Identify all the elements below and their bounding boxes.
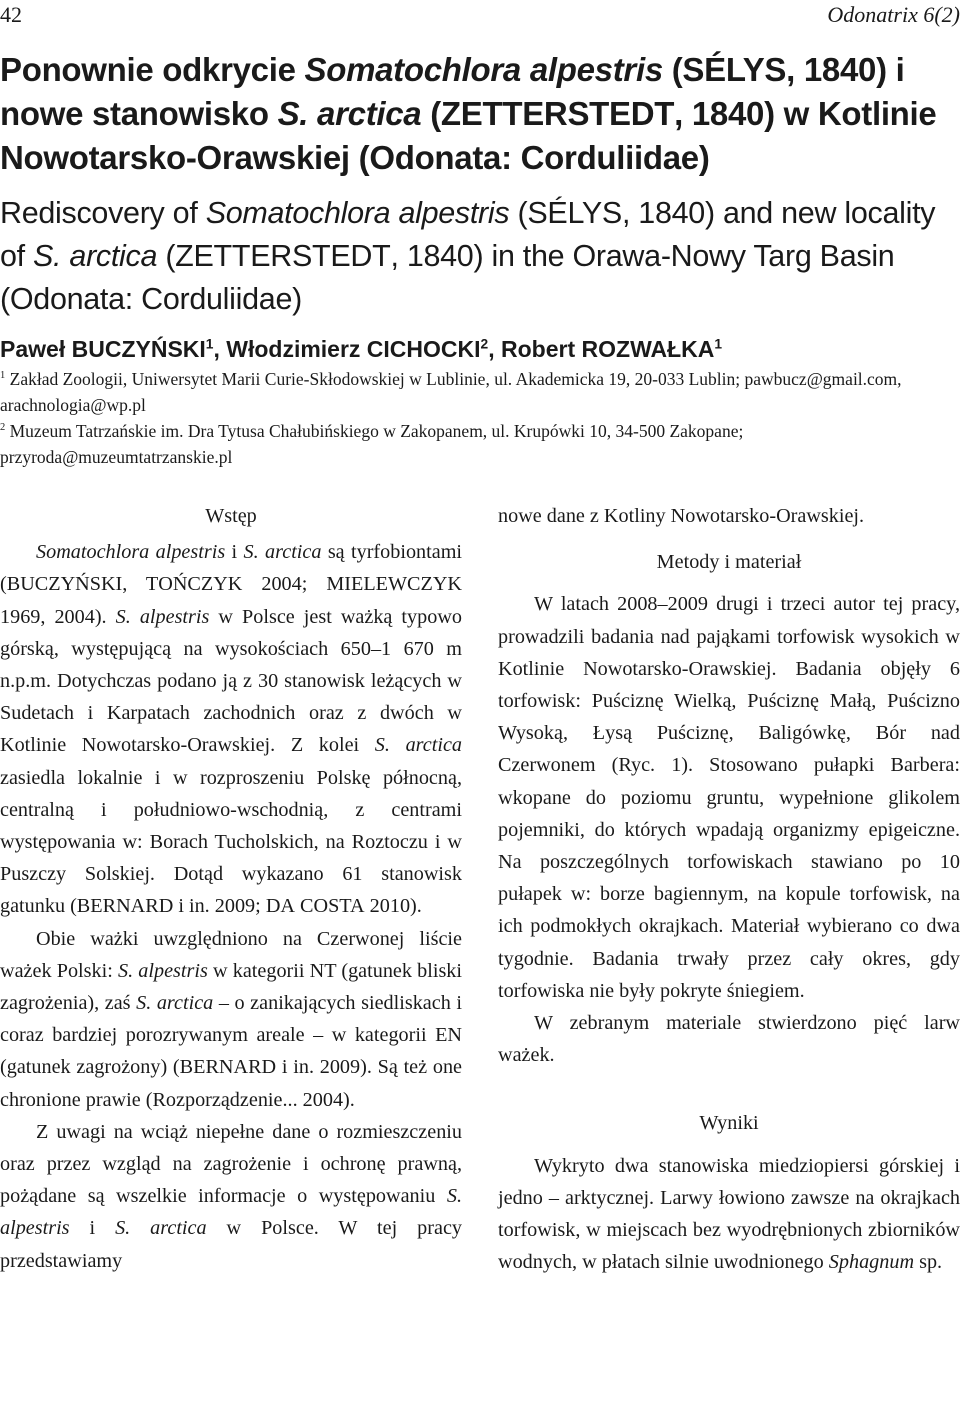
text-run: zasiedla lokalnie i w rozproszeniu Polskę północną, centralną i południowo-wschodnią, z centrami występowania w: Borach Tucholskich, na Roztoczu i w Puszczy Solskiej. Dotąd wykazano 61 stanowisk gatunku (B — [0, 766, 462, 918]
authors-line: Paweł BUCZYŃSKI$^1$, Włodzimierz CICHOCKI$^2$, Robert ROZWAŁKA$^1$ — [0, 336, 723, 362]
text-run: w Polsce jest ważką typowo górską, występującą na wysokościach 650–1 670 m n.p.m. Dotychczas podano ją z 30 stanowisk leżących w Sudetach i Karpatach zachodnich oraz z dwóch w Kotlinie Nowotarsko-Orawskiej. Z kolei — [0, 605, 462, 757]
author-smallcaps: OSTA — [313, 895, 365, 918]
text-run: C — [294, 895, 314, 918]
text-run: w Polsce. W tej pracy przedstawiamy — [0, 1217, 463, 1272]
affiliation-2: $^2$ Muzeum Tatrzańskie im. Dra Tytusa Chałubińskiego w Zakopanem, ul. Krupówki 10, 34-500 Zakopane; przyroda@muzeumtatrzanskie.pl — [0, 421, 744, 467]
paragraph-intro-3 — [0, 1116, 462, 1277]
species-name: S. arctica — [374, 734, 462, 757]
paragraph-intro-1 — [0, 536, 462, 922]
author-smallcaps: UCZYŃSKI — [20, 573, 123, 596]
species-name: S. alpestris — [115, 605, 210, 628]
title-english: Rediscovery of Somatochlora alpestris (SÉLYS, 1840) and new locality of S. arctica (ZETTERSTEDT, 1840) in the Orawa-Nowy Targ Basin (Odonata: Corduliidae) — [0, 196, 936, 316]
species-name: S. alpestris — [0, 1185, 462, 1240]
species-name: S. arctica — [136, 992, 214, 1015]
affiliation-1: $^1$ Zakład Zoologii, Uniwersytet Marii Curie-Skłodowskiej w Lublinie, ul. Akademicka 19, 20-033 Lublin; pawbucz@gmail.com, arachnologia@wp.pl — [0, 369, 902, 415]
paragraph-methods-2 — [498, 1007, 960, 1071]
author-smallcaps: OŃCZYK — [158, 573, 243, 596]
text-run: i — [225, 541, 244, 564]
text-run: Obie ważki uwzględniono na Czerwonej liście ważek Polski: — [0, 927, 462, 982]
species-name: Somatochlora alpestris — [36, 541, 226, 564]
journal-name: Odonatrix 6(2) — [827, 2, 960, 27]
text-run: , T — [122, 573, 159, 596]
text-run: 2004; M — [242, 573, 345, 596]
text-run: 1969, 2004). — [0, 605, 116, 628]
text-run: – o zanikających siedliskach i coraz bardziej porozrywanym areale – w kategorii EN (gatunek zagrożony) (B — [0, 992, 462, 1079]
author-smallcaps: IELEWCZYK — [344, 573, 463, 596]
paragraph-intro-2 — [0, 923, 462, 1116]
paragraph-continued — [498, 500, 960, 532]
author-smallcaps: ERNARD — [90, 895, 174, 918]
section-heading-intro: Wstęp — [205, 505, 257, 527]
title-polish: Ponownie odkrycie Somatochlora alpestris (SÉLYS, 1840) i nowe stanowisko S. arctica (ZETTERSTEDT, 1840) w Kotlinie Nowotarsko-Orawskiej (Odonata: Corduliidae) — [0, 51, 937, 176]
species-name: S. arctica — [115, 1217, 207, 1240]
text-run: W latach 2008–2009 drugi i trzeci autor tej pracy, prowadzili badania nad pająkami torfowisk wysokich w Kotlinie Nowotarsko-Orawskiej. Badania objęły 6 torfowisk: Puściznę Wielką, Puściznę Małą, Puścizno Wysoką, Łysą Puściznę, Baligówkę, Bór nad Czerwonem (Ryc. 1). Stosowano pułapki Barbera: wkopane do poziomu gruntu, wypełnione glikolem pojemniki, do których wpadają organizmy epigeiczne. Na poszczególnych torfowiskach stawiano po 10 pułapek w: borze bagiennym, na kopule torfowisk, na ich podmokłych okrajkach. Materiał wybierano co dwa tygodnie. Badania trwały przez cały okres, gdy torfowiska nie były pokryte śniegiem. — [498, 593, 960, 1002]
author-smallcaps: ERNARD — [193, 1056, 277, 1079]
species-name: S. arctica — [243, 541, 322, 564]
author-smallcaps: DA — [265, 895, 295, 918]
text-run: 2010). — [364, 895, 422, 918]
text-run: Z uwagi na wciąż niepełne dane o rozmieszczeniu oraz przez wzgląd na zagrożenie i ochronę prawną, pożądane są wszelkie informacje o występowaniu — [0, 1120, 462, 1208]
species-name: Sphagnum — [828, 1251, 915, 1274]
section-heading-results: Wyniki — [699, 1112, 759, 1135]
page-number: 42 — [0, 2, 22, 27]
page-header — [0, 2, 960, 34]
text-run: nowe dane z Kotliny Nowotarsko-Orawskiej. — [498, 505, 865, 527]
text-run: sp. — [914, 1251, 943, 1274]
right-column — [498, 500, 960, 1278]
text-run: w kategorii NT (gatunek bliski zagrożenia), zaś — [0, 959, 462, 1015]
text-run: są tyrfobiontami (B — [0, 541, 463, 596]
text-run: W zebranym materiale stwierdzono pięć larw ważek. — [498, 1012, 960, 1067]
text-run: i — [69, 1217, 116, 1240]
text-run: i in. 2009; — [173, 895, 266, 918]
left-column — [0, 500, 462, 1277]
section-heading-methods: Metody i materiał — [656, 551, 802, 574]
paragraph-methods-1 — [498, 588, 960, 1007]
paragraph-results-1 — [498, 1150, 960, 1279]
text-run: Wykryto dwa stanowiska miedziopiersi górskiej i jedno – arktycznej. Larwy łowiono zawsze na okrajkach torfowisk, w miejscach bez wyodrębnionych zbiorników wodnych, w płatach silnie uwodnionego — [498, 1154, 960, 1274]
species-name: S. alpestris — [117, 959, 208, 982]
text-run: i in. 2009). Są też one chronione prawie (Rozporządzenie... 2004). — [0, 1056, 463, 1111]
